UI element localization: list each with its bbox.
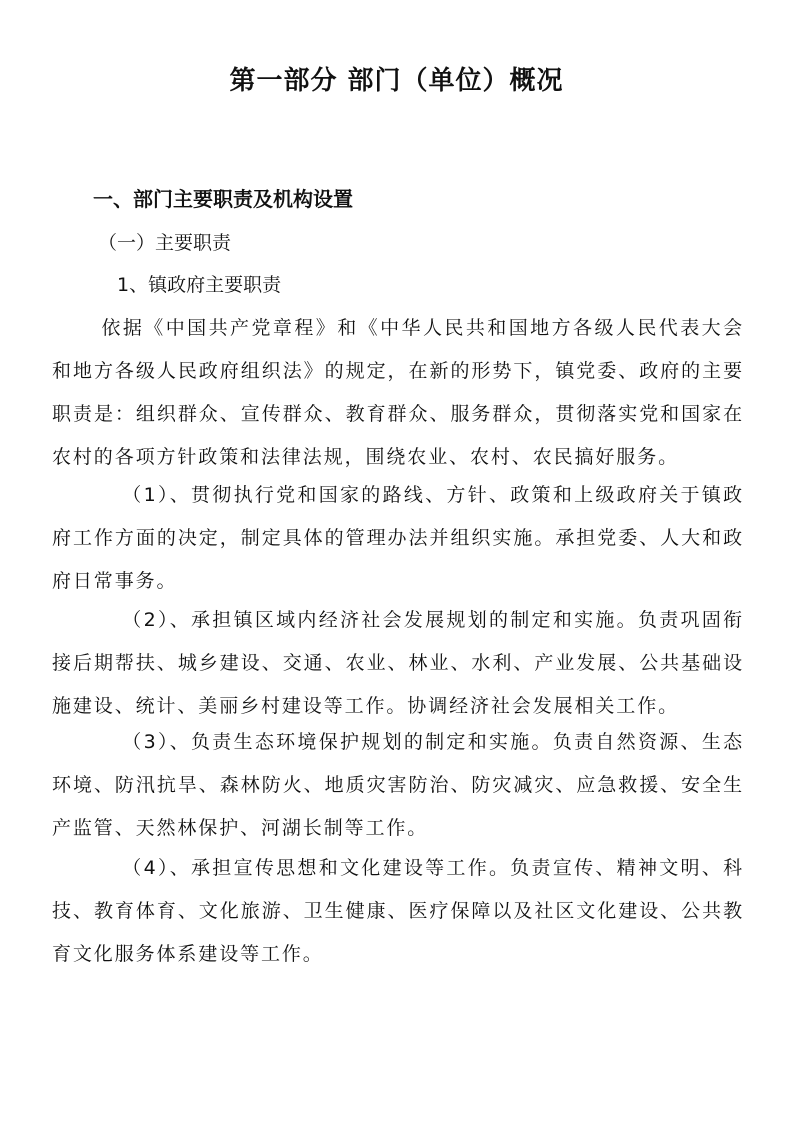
duty-paragraph-1: （1）、贯彻执行党和国家的路线、方针、政策和上级政府关于镇政府工作方面的决定，制定具体的管理办法并组织实施。承担党委、人大和政府日常事务。 xyxy=(52,484,744,592)
item-heading: 1、镇政府主要职责 xyxy=(117,274,282,296)
duty-paragraph-4: （4）、承担宣传思想和文化建设等工作。负责宣传、精神文明、科技、教育体育、文化旅游、卫生健康、医疗保障以及社区文化建设、公共教育文化服务体系建设等工作。 xyxy=(52,857,744,965)
page-title: 第一部分 部门（单位）概况 xyxy=(229,66,564,96)
duty-paragraph-2: （2）、承担镇区域内经济社会发展规划的制定和实施。负责巩固衔接后期帮扶、城乡建设、交通、农业、林业、水利、产业发展、公共基础设施建设、统计、美丽乡村建设等工作。协调经济社会发展相关工作。 xyxy=(52,609,744,717)
duty-paragraph-3: （3）、负责生态环境保护规划的制定和实施。负责自然资源、生态环境、防汛抗旱、森林防火、地质灾害防治、防灾减灾、应急救援、安全生产监管、天然林保护、河湖长制等工作。 xyxy=(52,731,744,839)
subsection-heading: （一）主要职责 xyxy=(98,232,232,254)
intro-paragraph: 依据《中国共产党章程》和《中华人民共和国地方各级人民代表大会和地方各级人民政府组织法》的规定，在新的形势下，镇党委、政府的主要职责是：组织群众、宣传群众、教育群众、服务群众，贯彻落实党和国家在农村的各项方针政策和法律法规，围绕农业、农村、农民搞好服务。 xyxy=(52,317,744,468)
section-heading: 一、部门主要职责及机构设置 xyxy=(93,187,353,211)
